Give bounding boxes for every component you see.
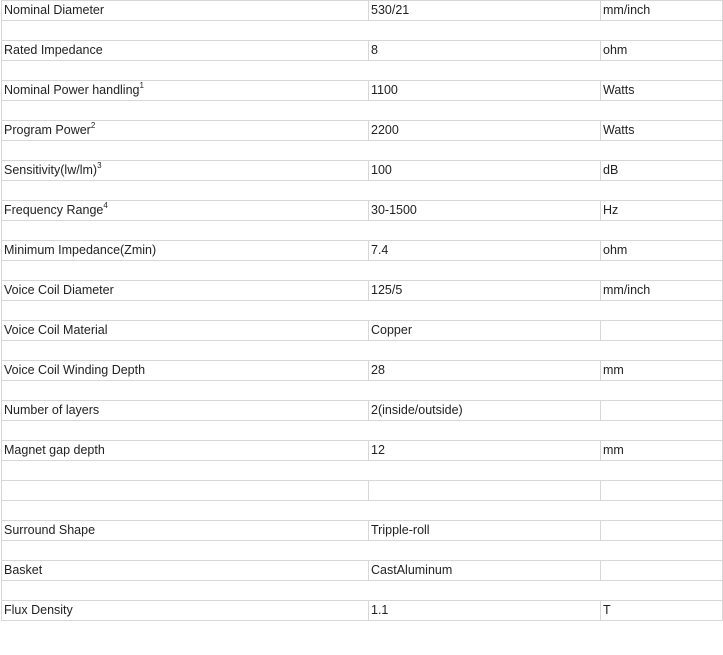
spec-value: 28 <box>369 361 601 381</box>
spacer-cell <box>2 461 723 481</box>
spec-value: 2200 <box>369 121 601 141</box>
spec-label-cell <box>2 41 369 61</box>
spec-label: Magnet gap depth <box>4 443 105 457</box>
spec-unit: mm <box>601 361 723 381</box>
spec-label: Rated Impedance <box>4 43 103 57</box>
spacer-cell <box>2 341 723 361</box>
spec-value: 1.1 <box>369 601 601 621</box>
spec-row <box>2 321 723 341</box>
spec-unit: mm <box>601 441 723 461</box>
spec-value <box>369 481 601 501</box>
spacer-cell <box>2 141 723 161</box>
spec-label-cell <box>2 201 369 221</box>
spacer-row <box>2 61 723 81</box>
spec-unit <box>601 321 723 341</box>
spacer-row <box>2 181 723 201</box>
spec-value: 8 <box>369 41 601 61</box>
spec-label-cell <box>2 361 369 381</box>
spec-label: Flux Density <box>4 603 73 617</box>
spec-label-cell <box>2 1 369 21</box>
footnote-marker: 2 <box>90 120 96 130</box>
spec-label-cell <box>2 401 369 421</box>
spec-value: 7.4 <box>369 241 601 261</box>
spec-row <box>2 401 723 421</box>
spec-unit: mm/inch <box>601 1 723 21</box>
spec-unit: Watts <box>601 121 723 141</box>
spec-unit <box>601 561 723 581</box>
spacer-row <box>2 221 723 241</box>
spec-unit <box>601 401 723 421</box>
spec-unit: Hz <box>601 201 723 221</box>
spec-table-body <box>2 1 723 621</box>
spec-unit <box>601 521 723 541</box>
spec-value: 125/5 <box>369 281 601 301</box>
spec-value: Tripple-roll <box>369 521 601 541</box>
spec-unit: T <box>601 601 723 621</box>
spacer-row <box>2 101 723 121</box>
spec-label: Minimum Impedance(Zmin) <box>4 243 157 257</box>
spec-row <box>2 361 723 381</box>
spec-unit: mm/inch <box>601 281 723 301</box>
spec-unit: Watts <box>601 81 723 101</box>
footnote-marker: 3 <box>97 160 102 170</box>
spec-label: Program Power <box>4 123 91 137</box>
spec-unit <box>601 481 723 501</box>
spec-label-cell <box>2 321 369 341</box>
spacer-row <box>2 421 723 441</box>
spec-row <box>2 81 723 101</box>
spec-table <box>1 0 723 621</box>
spec-label-cell <box>2 81 369 101</box>
spacer-cell <box>2 181 723 201</box>
spec-row <box>2 121 723 141</box>
spec-value: Copper <box>369 321 601 341</box>
spacer-row <box>2 141 723 161</box>
spacer-cell <box>2 421 723 441</box>
spec-label-cell <box>2 121 369 141</box>
spacer-row <box>2 21 723 41</box>
spacer-cell <box>2 61 723 81</box>
spec-label: Nominal Power handling <box>4 83 140 97</box>
spec-row <box>2 601 723 621</box>
spec-label-cell <box>2 521 369 541</box>
spec-value: 30-1500 <box>369 201 601 221</box>
spec-row <box>2 441 723 461</box>
spacer-cell <box>2 21 723 41</box>
spacer-cell <box>2 541 723 561</box>
spec-row <box>2 561 723 581</box>
spec-value: CastAluminum <box>369 561 601 581</box>
spacer-row <box>2 461 723 481</box>
spec-row <box>2 201 723 221</box>
spec-label-cell <box>2 241 369 261</box>
spec-label: Sensitivity(lw/lm) <box>4 163 98 177</box>
spacer-row <box>2 581 723 601</box>
spec-value: 2(inside/outside) <box>369 401 601 421</box>
spec-value: 530/21 <box>369 1 601 21</box>
spec-value: 100 <box>369 161 601 181</box>
spec-label: Voice Coil Diameter <box>4 283 114 297</box>
spec-label-cell <box>2 161 369 181</box>
spec-unit: ohm <box>601 41 723 61</box>
footnote-marker: 4 <box>103 200 108 210</box>
spec-label: Voice Coil Material <box>4 323 108 337</box>
spacer-cell <box>2 101 723 121</box>
spec-value: 1100 <box>369 81 601 101</box>
spec-label-cell <box>2 561 369 581</box>
spec-label: Voice Coil Winding Depth <box>4 363 146 377</box>
spec-label: Basket <box>4 563 43 577</box>
spec-label-cell <box>2 281 369 301</box>
spec-unit: ohm <box>601 241 723 261</box>
spec-label: Frequency Range <box>4 203 104 217</box>
spec-label: Number of layers <box>4 403 100 417</box>
spacer-row <box>2 381 723 401</box>
spacer-row <box>2 501 723 521</box>
spacer-cell <box>2 581 723 601</box>
spacer-cell <box>2 221 723 241</box>
spacer-cell <box>2 301 723 321</box>
spacer-cell <box>2 381 723 401</box>
spacer-row <box>2 261 723 281</box>
spec-label-cell <box>2 481 369 501</box>
spacer-cell <box>2 501 723 521</box>
footnote-marker: 1 <box>139 80 144 90</box>
spec-label: Surround Shape <box>4 523 96 537</box>
spec-row <box>2 481 723 501</box>
spec-row <box>2 281 723 301</box>
spec-row <box>2 161 723 181</box>
spec-value: 12 <box>369 441 601 461</box>
spec-row <box>2 41 723 61</box>
spec-label-cell <box>2 441 369 461</box>
spec-label-cell <box>2 601 369 621</box>
spacer-row <box>2 341 723 361</box>
spec-row <box>2 241 723 261</box>
spacer-cell <box>2 261 723 281</box>
spacer-row <box>2 301 723 321</box>
spec-unit: dB <box>601 161 723 181</box>
spec-row <box>2 1 723 21</box>
spec-row <box>2 521 723 541</box>
spec-label: Nominal Diameter <box>4 3 105 17</box>
spacer-row <box>2 541 723 561</box>
